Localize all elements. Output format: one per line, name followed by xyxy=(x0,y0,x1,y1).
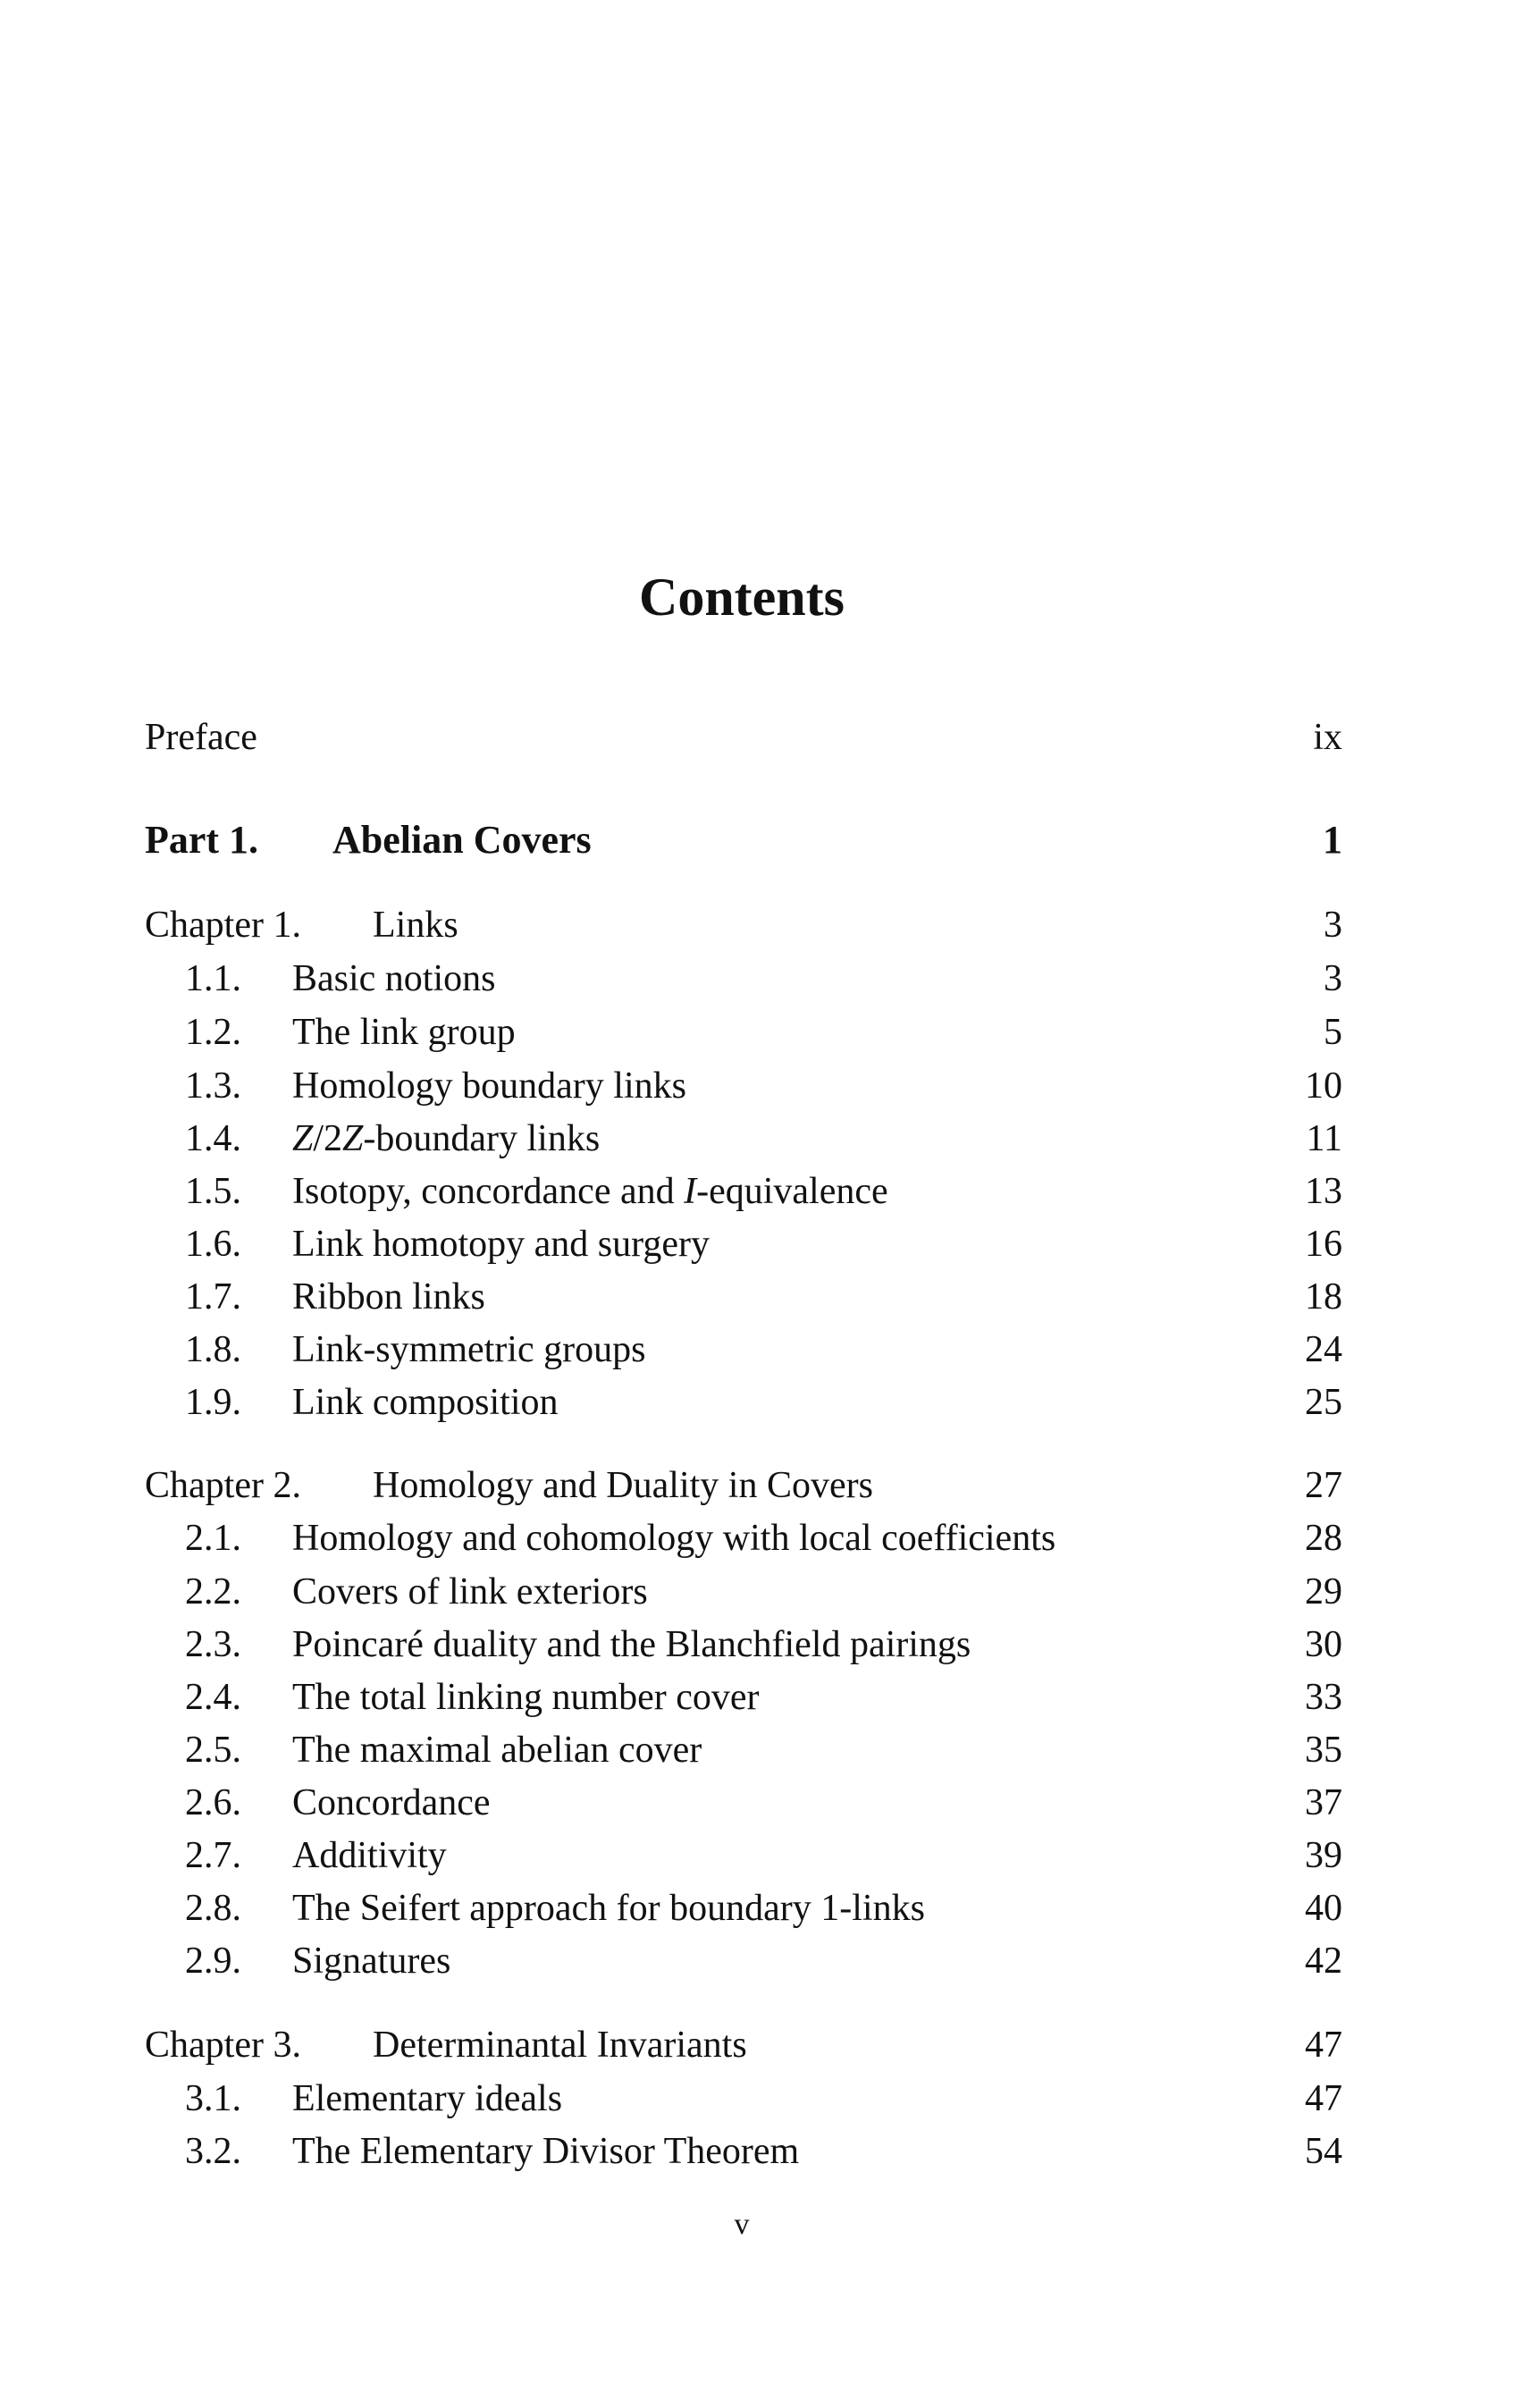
toc-entry-section[interactable] xyxy=(145,1833,1342,1878)
section-title: Elementary ideals xyxy=(292,2078,563,2119)
section-number: 3.2. xyxy=(185,2131,241,2172)
toc-entry-section[interactable] xyxy=(145,956,1342,1001)
section-title: Poincaré duality and the Blanchfield pairings xyxy=(292,1624,971,1665)
section-title: Signatures xyxy=(292,1941,451,1982)
table-of-contents xyxy=(145,0,1342,2408)
toc-entry-section[interactable] xyxy=(145,1327,1342,1372)
page-number: 25 xyxy=(1305,1382,1342,1423)
section-number: 1.8. xyxy=(185,1329,241,1370)
toc-entry-section[interactable] xyxy=(145,1169,1342,1214)
section-title: The maximal abelian cover xyxy=(292,1730,702,1771)
toc-entry-section[interactable] xyxy=(145,1116,1342,1161)
section-number: 2.5. xyxy=(185,1730,241,1771)
section-title: The Seifert approach for boundary 1-links xyxy=(292,1888,925,1929)
toc-entry-section[interactable] xyxy=(145,1570,1342,1614)
section-number: 1.2. xyxy=(185,1012,241,1053)
toc-entry-section[interactable] xyxy=(145,1886,1342,1931)
toc-entry-section[interactable] xyxy=(145,1622,1342,1667)
page-number: 40 xyxy=(1305,1888,1342,1929)
page-number: 27 xyxy=(1305,1465,1342,1506)
toc-entry-section[interactable] xyxy=(145,1010,1342,1055)
section-number: 2.8. xyxy=(185,1888,241,1929)
page-number: 47 xyxy=(1305,2025,1342,2066)
section-title: Z/2Z-boundary links xyxy=(292,1118,601,1159)
toc-entry-section[interactable] xyxy=(145,1275,1342,1319)
page-number: 16 xyxy=(1305,1224,1342,1265)
toc-entry-section[interactable] xyxy=(145,2076,1342,2121)
section-title: Covers of link exteriors xyxy=(292,1571,648,1612)
toc-entry-chapter-2[interactable] xyxy=(145,1463,1342,1508)
section-title: Concordance xyxy=(292,1782,491,1823)
entry-title: Preface xyxy=(145,717,257,758)
toc-entry-section[interactable] xyxy=(145,1222,1342,1267)
page-number: 5 xyxy=(1324,1012,1342,1053)
page-number: 18 xyxy=(1305,1276,1342,1318)
chapter-title: Determinantal Invariants xyxy=(373,2025,747,2066)
section-title: Link composition xyxy=(292,1382,559,1423)
toc-entry-section[interactable] xyxy=(145,2129,1342,2174)
toc-entry-section[interactable] xyxy=(145,1939,1342,1983)
section-number: 2.9. xyxy=(185,1941,241,1982)
section-number: 2.3. xyxy=(185,1624,241,1665)
section-number: 2.1. xyxy=(185,1518,241,1559)
page-number: 10 xyxy=(1305,1065,1342,1107)
section-number: 2.4. xyxy=(185,1677,241,1718)
page-number: 3 xyxy=(1324,905,1342,946)
page-number: 47 xyxy=(1305,2078,1342,2119)
section-title: Ribbon links xyxy=(292,1276,485,1318)
page-number: 1 xyxy=(1323,818,1342,862)
section-number: 1.6. xyxy=(185,1224,241,1265)
toc-entry-section[interactable] xyxy=(145,1675,1342,1720)
section-title: The Elementary Divisor Theorem xyxy=(292,2131,800,2172)
toc-entry-preface[interactable] xyxy=(145,715,1342,760)
page-number: 30 xyxy=(1305,1624,1342,1665)
page-number: 3 xyxy=(1324,958,1342,999)
chapter-title: Links xyxy=(373,905,458,946)
section-title: Basic notions xyxy=(292,958,496,999)
section-title: Homology boundary links xyxy=(292,1065,686,1107)
page-number: 39 xyxy=(1305,1835,1342,1876)
section-number: 2.6. xyxy=(185,1782,241,1823)
chapter-label: Chapter 3. xyxy=(145,2025,301,2066)
page-number: 35 xyxy=(1305,1730,1342,1771)
page-number: 28 xyxy=(1305,1518,1342,1559)
page-number: 37 xyxy=(1305,1782,1342,1823)
toc-entry-part-1[interactable] xyxy=(145,818,1342,863)
page-number-footer: v xyxy=(734,2208,750,2241)
toc-entry-section[interactable] xyxy=(145,1380,1342,1425)
chapter-label: Chapter 2. xyxy=(145,1465,301,1506)
section-number: 1.4. xyxy=(185,1118,241,1159)
section-number: 1.3. xyxy=(185,1065,241,1107)
page-number: 11 xyxy=(1306,1118,1342,1159)
page-number: 29 xyxy=(1305,1571,1342,1612)
toc-entry-section[interactable] xyxy=(145,1064,1342,1108)
page-number: 33 xyxy=(1305,1677,1342,1718)
section-title: Homology and cohomology with local coefficients xyxy=(292,1518,1056,1559)
toc-entry-section[interactable] xyxy=(145,1728,1342,1772)
page-number: 13 xyxy=(1305,1171,1342,1212)
part-title: Abelian Covers xyxy=(332,818,592,862)
page-number: 42 xyxy=(1305,1941,1342,1982)
section-number: 1.5. xyxy=(185,1171,241,1212)
toc-entry-chapter-1[interactable] xyxy=(145,903,1342,947)
section-number: 1.7. xyxy=(185,1276,241,1318)
section-title: Isotopy, concordance and I-equivalence xyxy=(292,1171,888,1212)
page-title: Contents xyxy=(638,568,845,627)
page-number: ix xyxy=(1313,717,1342,758)
section-number: 3.1. xyxy=(185,2078,241,2119)
toc-entry-chapter-3[interactable] xyxy=(145,2023,1342,2067)
section-title: Additivity xyxy=(292,1835,447,1876)
chapter-title: Homology and Duality in Covers xyxy=(373,1465,873,1506)
part-label: Part 1. xyxy=(145,818,259,862)
section-number: 1.1. xyxy=(185,958,241,999)
toc-entry-section[interactable] xyxy=(145,1781,1342,1825)
toc-entry-section[interactable] xyxy=(145,1516,1342,1561)
page-number: 54 xyxy=(1305,2131,1342,2172)
section-number: 2.2. xyxy=(185,1571,241,1612)
section-title: Link homotopy and surgery xyxy=(292,1224,711,1265)
section-title: The link group xyxy=(292,1012,516,1053)
section-number: 2.7. xyxy=(185,1835,241,1876)
section-number: 1.9. xyxy=(185,1382,241,1423)
section-title: Link-symmetric groups xyxy=(292,1329,646,1370)
chapter-label: Chapter 1. xyxy=(145,905,301,946)
section-title: The total linking number cover xyxy=(292,1677,760,1718)
page-number: 24 xyxy=(1305,1329,1342,1370)
